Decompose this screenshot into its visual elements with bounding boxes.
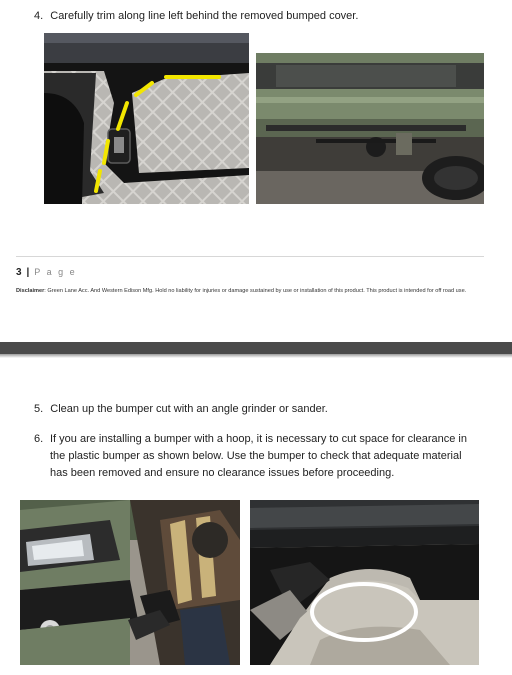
step-6-line-3: has been removed and ensure no clearance issues before proceeding. — [50, 467, 395, 479]
step-5-number: 5. — [34, 403, 44, 415]
page-number-separator: | — [26, 267, 30, 278]
footer-rule — [16, 256, 484, 257]
page-number-footer — [16, 262, 77, 280]
photo-cutting-bumper — [20, 500, 240, 665]
step-4 — [34, 8, 358, 25]
disclaimer-text: : Green Lane Acc. And Western Edison Mfg. Hold no liability for injuries or damage sustained by use or installation of this product. This product is intended for off road use. — [44, 288, 467, 294]
page-separator — [0, 342, 512, 354]
photo-bumper-clearance-cut — [250, 500, 479, 665]
step-6-number: 6. — [34, 433, 44, 445]
step-4-text: Carefully trim along line left behind the removed bumped cover. — [50, 10, 359, 22]
page-separator-shadow — [0, 354, 512, 358]
disclaimer-label: Disclaimer — [16, 288, 45, 294]
step-5 — [34, 401, 328, 418]
page-number: 3 — [16, 267, 23, 278]
disclaimer — [16, 287, 481, 295]
step-4-number: 4. — [34, 10, 44, 22]
photo-truck-front-bumper-removed — [256, 53, 484, 204]
step-6-line-2: the plastic bumper as shown below. Use the bumper to check that adequate material — [50, 450, 462, 462]
photo-bumper-trim-line — [44, 33, 249, 204]
page-word: P a g e — [34, 267, 77, 277]
step-5-text: Clean up the bumper cut with an angle grinder or sander. — [50, 403, 328, 415]
step-6-line-1: If you are installing a bumper with a hoop, it is necessary to cut space for clearance in — [50, 433, 467, 445]
